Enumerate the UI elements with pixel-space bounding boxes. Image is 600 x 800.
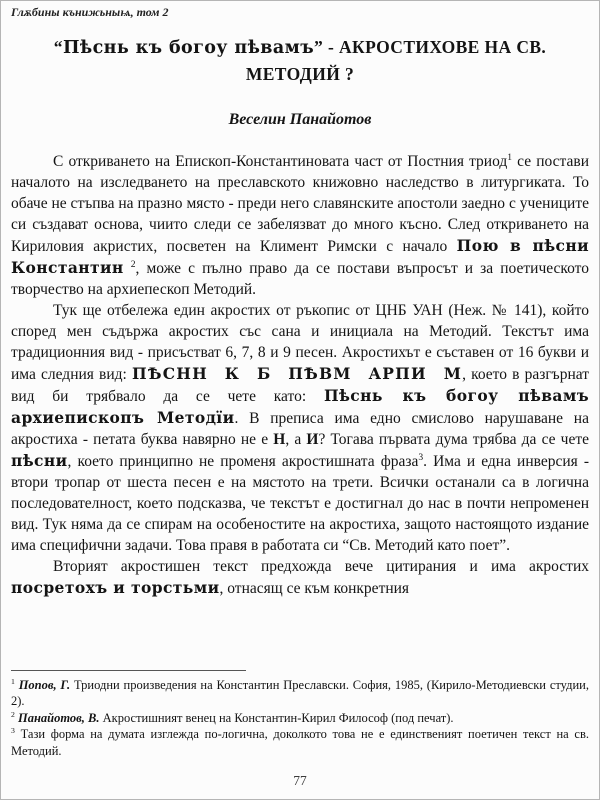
footnotes-section — [11, 670, 589, 760]
paragraph-3: Вторият акростишен текст предхожда вече цитирания и има акростих посретохъ и торстьми, отнасящ се към конкретния — [11, 558, 589, 597]
page-number: 77 — [293, 773, 307, 788]
article-body — [11, 151, 589, 599]
article-title: “Пѣснь къ богоу пѣвамъ” - АКРОСТИХОВЕ НА СВ. МЕТОДИЙ ? — [53, 37, 547, 84]
footnote-separator — [11, 670, 246, 671]
footnote-3: $^3$ Тази форма на думата изглежда по-логична, доколкото това не е единственият поетичен текст на св. Методий. — [11, 725, 589, 758]
footnote-1: $^1$ Попов, Г. Триодни произведения на Константин Преславски. София, 1985, (Кирило-Методиевски студии, 2). — [11, 676, 589, 708]
running-header: Глѫбины кънижьныѩ, том 2 — [11, 5, 169, 19]
author-name: Веселин Панайотов — [228, 111, 372, 128]
paragraph-2: Тук ще отбележа един акростих от ръкопис от ЦНБ УАН (Неж. № 141), който според мен съдържа акростих със сана и инициала на Методий. Текстът има традиционния вид - присъстват 6, 7, 8 и 9 песен. Акростихът е съставен от 16 букви и има следния вид: ПѢСНН К Б ПѢВМ АРПИ М, което в разгърнат вид би трябвало да се чете като: Пѣснь къ богоу пѣвамъ архиепископъ Методїи. В преписа има едно смислово нарушаване на акростиха - петата буква навярно не е Н, а И? Тогава първата дума трябва да се чете пѣсни, което принципно не променя акростишната фраза$^3$. Има и една инверсия - втори тропар от шеста песен е на мястото на трети. Всички останали са в логична последователност, което подсказва, че текстът е достигнал до нас в почти непроменен вид. Тук няма да се спирам на особеностите на акростиха, защото настоящото издание има специфични задачи. Това правя в работата си “Св. Методий като поет”. — [11, 302, 590, 554]
paragraph-1: С откриването на Епископ-Константиновата част от Постния триод$^1$ се постави началото на изследването на преславското книжовно наследство в литургиката. То обаче не стъпва на празно място - преди него славянските апостоли заедно с учениците си създават основа, чиито следи се забелязват до много късно. След откриването на Кириловия акристих, посветен на Климент Римски с начало Пою в пѣсни Константин $^2$, може с пълно право да се постави въпросът и за поетическото творчество на архиепескоп Методий. — [11, 151, 590, 298]
footnote-2: $^2$ Панайотов, В. Акростишният венец на Константин-Кирил Философ (под печат). — [11, 709, 454, 725]
